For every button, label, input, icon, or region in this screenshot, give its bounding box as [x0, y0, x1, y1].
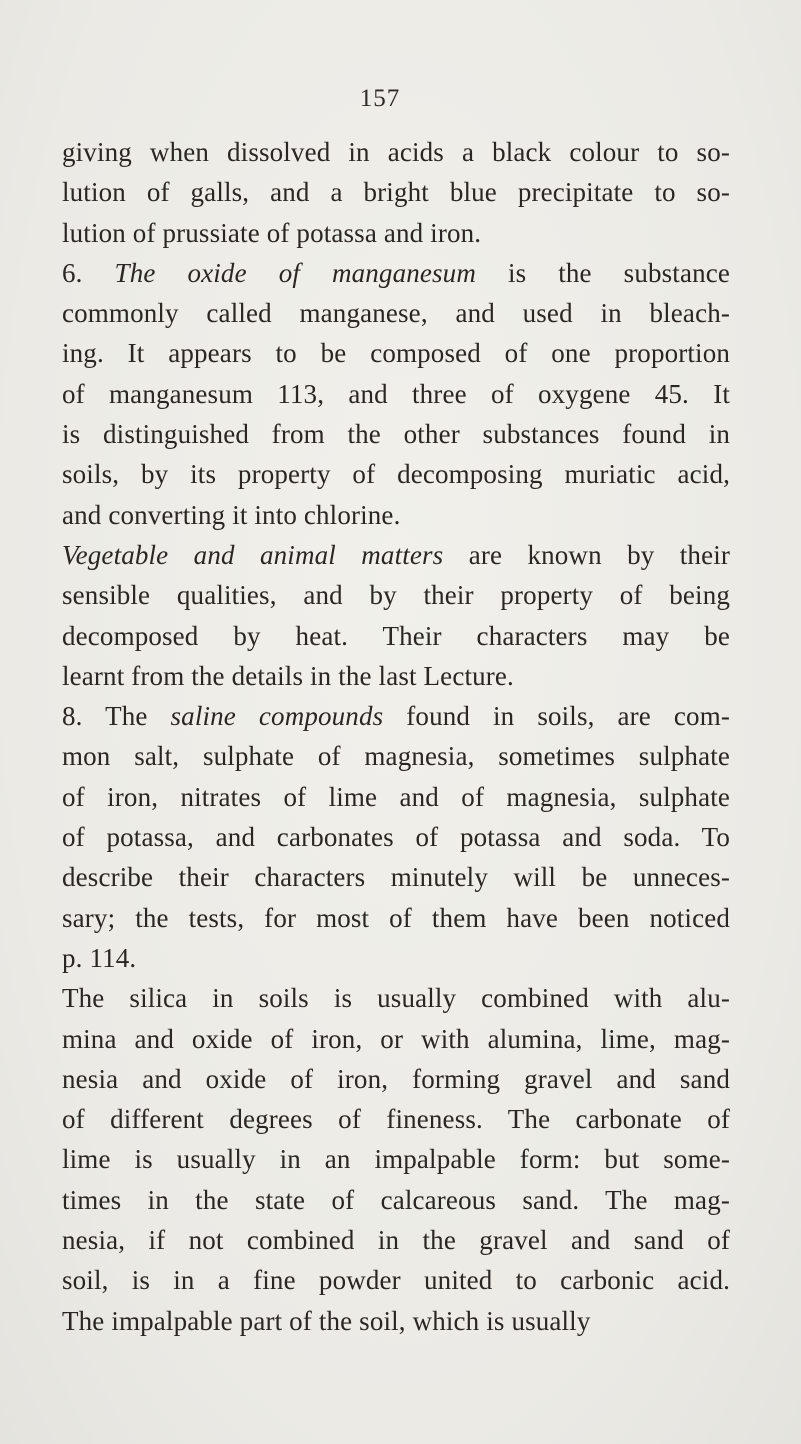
text-line [62, 1059, 730, 1099]
text-line [62, 978, 730, 1018]
text-segment: found in soils, are com- [383, 701, 730, 732]
text-line [62, 495, 730, 535]
text-line [62, 857, 730, 897]
text-segment: is the substance [475, 257, 730, 288]
italic-text: Vegetable and animal matters [62, 539, 444, 570]
text-line [62, 736, 730, 776]
text-line [62, 293, 730, 333]
text-segment: giving when dissolved in acids a black colour to so- [62, 137, 730, 167]
text-segment: of manganesum 113, and three of oxygene 45. It [62, 378, 730, 409]
text-segment: soil, is in a fine powder united to carbonic acid. [62, 1265, 730, 1296]
body-text [62, 132, 730, 1341]
text-segment: describe their characters minutely will be unneces- [62, 862, 730, 893]
text-line [62, 374, 730, 414]
text-segment: lime is usually in an impalpable form: but some- [62, 1144, 730, 1175]
text-segment: nesia, if not combined in the gravel and sand of [62, 1225, 730, 1256]
text-segment: lution of galls, and a bright blue precipitate to so- [62, 177, 730, 208]
italic-text: The oxide of manganesum [114, 257, 476, 288]
text-line [62, 817, 730, 857]
text-line [62, 1019, 730, 1059]
text-line [62, 454, 730, 494]
text-segment: are known by their [443, 539, 730, 570]
text-segment: mina and oxide of iron, or with alumina, lime, mag- [62, 1023, 730, 1054]
text-line [62, 777, 730, 817]
text-segment: The silica in soils is usually combined with alu- [62, 983, 730, 1014]
text-segment: sensible qualities, and by their property of being [62, 580, 730, 611]
page-number: 157 [359, 85, 401, 112]
text-line [62, 132, 730, 172]
text-segment: decomposed by heat. Their characters may be [62, 620, 730, 651]
text-line [62, 1260, 730, 1300]
text-segment: 8. The [62, 701, 171, 732]
text-segment: p. 114. [62, 942, 137, 973]
text-line [62, 213, 730, 253]
text-segment: mon salt, sulphate of magnesia, sometimes sulphate [62, 741, 730, 772]
text-line [62, 535, 730, 575]
text-line [62, 1139, 730, 1179]
text-segment: and converting it into chlorine. [62, 499, 401, 530]
text-line [62, 1301, 730, 1341]
text-line [62, 253, 730, 293]
text-segment: The impalpable part of the soil, which is usually [62, 1305, 591, 1336]
text-line [62, 656, 730, 696]
text-line [62, 172, 730, 212]
text-segment: is distinguished from the other substances found in [62, 419, 730, 450]
text-segment: sary; the tests, for most of them have been noticed [62, 902, 730, 933]
text-line [62, 696, 730, 736]
text-line [62, 1099, 730, 1139]
text-line [62, 898, 730, 938]
text-segment: of potassa, and carbonates of potassa and soda. To [62, 822, 730, 853]
text-segment: learnt from the details in the last Lecture. [62, 660, 514, 691]
text-line [62, 333, 730, 373]
text-segment: of different degrees of fineness. The carbonate of [62, 1104, 730, 1135]
text-line [62, 1180, 730, 1220]
text-segment: times in the state of calcareous sand. The mag- [62, 1184, 730, 1215]
text-line [62, 1220, 730, 1260]
text-line [62, 938, 730, 978]
text-segment: of iron, nitrates of lime and of magnesia, sulphate [62, 781, 730, 812]
text-line [62, 575, 730, 615]
text-segment: soils, by its property of decomposing muriatic acid, [62, 459, 730, 490]
text-segment: lution of prussiate of potassa and iron. [62, 217, 482, 248]
text-segment: ing. It appears to be composed of one proportion [62, 338, 730, 369]
text-segment: 6. [62, 257, 115, 288]
text-segment: nesia and oxide of iron, forming gravel and sand [62, 1063, 730, 1094]
italic-text: saline compounds [170, 701, 384, 732]
text-segment: commonly called manganese, and used in bleach- [62, 298, 730, 329]
text-line [62, 616, 730, 656]
text-line [62, 414, 730, 454]
